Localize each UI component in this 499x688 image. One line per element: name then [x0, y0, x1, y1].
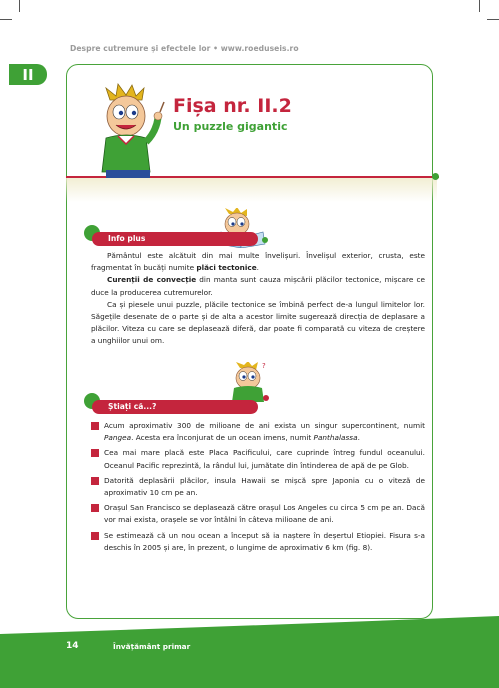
footer-label: Învățământ primar [113, 642, 191, 651]
did-you-know-list [91, 420, 425, 557]
bullet-square-icon [91, 449, 99, 457]
info-paragraph-2: Curenții de convecție din manta sunt cauza mișcării plăcilor tectonice, mișcare ce duce la producerea cutremurelor. [91, 275, 425, 297]
fact-item: Orașul San Francisco se deplasează către orașul Los Angeles cu circa 5 cm pe an. Dacă vor mai exista, orașele se vor întâlni în câteva milioane de ani. [91, 502, 425, 526]
bullet-square-icon [91, 504, 99, 512]
section-tab: II [9, 64, 47, 85]
info-plus-label: Info plus [92, 232, 258, 246]
bullet-square-icon [91, 477, 99, 485]
worksheet-subtitle: Un puzzle gigantic [173, 120, 288, 133]
crop-mark [0, 19, 12, 20]
info-paragraph-3: Ca și piesele unui puzzle, plăcile tectonice se îmbină perfect de-a lungul limitelor lor. Săgețile desenate de o parte și de alta a acestor limite sugerează direcția de deplasare a plăcilor. Viteza cu care se deplasează diferă, dar poate fi comparată cu viteza de creștere a unghiilor unui om. [91, 299, 425, 346]
bullet-square-icon [91, 422, 99, 430]
boy-pointing-illustration [92, 82, 170, 178]
child-thinking-illustration [226, 362, 274, 402]
fact-item: Se estimează că un nou ocean a început să ia naștere în deșertul Etiopiei. Fisura s-a deschis în 2005 și are, în prezent, o lungime de aproximativ 6 km (fig. 8). [91, 530, 425, 554]
bullet-square-icon [91, 532, 99, 540]
info-paragraph-1: Pământul este alcătuit din mai multe învelișuri. Învelișul exterior, crusta, este fragmentat în bucăți numite plăci tectonice. [91, 251, 425, 273]
worksheet-title: Fișa nr. II.2 [173, 95, 292, 117]
divider-dot [432, 173, 439, 180]
fact-item: Datorită deplasării plăcilor, insula Hawaii se mișcă spre Japonia cu o viteză de aproximativ 10 cm pe an. [91, 475, 425, 499]
fact-item: Acum aproximativ 300 de milioane de ani exista un singur supercontinent, numit Pangea. Acesta era înconjurat de un ocean imens, numit Panthalassa. [91, 420, 425, 444]
info-plus-text [91, 250, 425, 348]
crop-mark [487, 19, 499, 20]
crop-mark [479, 0, 480, 12]
crop-mark [19, 0, 20, 12]
did-you-know-label: Știați că...? [92, 400, 258, 414]
page-number: 14 [66, 641, 79, 651]
svg-text:?: ? [262, 362, 266, 370]
running-header: Despre cutremure și efectele lor • www.roeduseis.ro [70, 44, 299, 53]
title-band [66, 176, 437, 202]
fact-item: Cea mai mare placă este Placa Pacificului, care cuprinde întreg fundul oceanului. Oceanul Pacific reprezintă, la rândul lui, jumătate din întinderea de apă de pe Glob. [91, 447, 425, 471]
